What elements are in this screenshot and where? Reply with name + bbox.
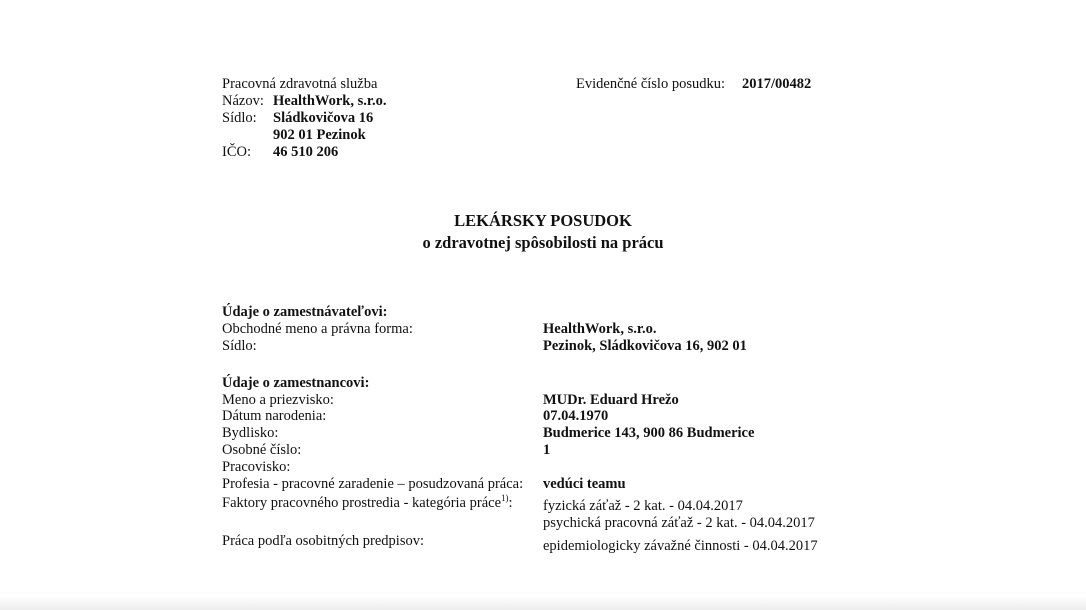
special-regulations-value: epidemiologicky závažné činnosti - 04.04.2017 — [543, 538, 818, 554]
factors-value: psychická pracovná záťaž - 2 kat. - 04.04.2017 — [543, 515, 815, 531]
employee-row-label: Profesia - pracovné zaradenie – posudzovaná práca: — [222, 476, 524, 492]
employee-row-label: Dátum narodenia: — [222, 408, 327, 424]
employee-row-value: 07.04.1970 — [543, 408, 609, 424]
factors-colon: : — [508, 495, 513, 511]
name-value: HealthWork, s.r.o. — [273, 93, 387, 109]
factors-label-text: Faktory pracovného prostredia - kategória práce — [222, 495, 502, 511]
employee-row-value: vedúci teamu — [543, 476, 626, 492]
ico-value: 46 510 206 — [273, 144, 339, 160]
ico-label: IČO: — [222, 144, 251, 160]
service-label: Pracovná zdravotná služba — [222, 76, 378, 92]
page-bottom-edge — [0, 596, 1086, 610]
evidence-value: 2017/00482 — [742, 76, 812, 92]
name-label: Názov: — [222, 93, 264, 109]
seat-line2: 902 01 Pezinok — [273, 127, 366, 143]
employee-row-value: MUDr. Eduard Hrežo — [543, 392, 679, 408]
special-regulations-label: Práca podľa osobitných predpisov: — [222, 533, 425, 549]
seat-line1: Sládkovičova 16 — [273, 110, 374, 126]
employer-heading: Údaje o zamestnávateľovi: — [222, 304, 388, 320]
employer-row-label: Obchodné meno a právna forma: — [222, 321, 413, 337]
employee-row-value: Budmerice 143, 900 86 Budmerice — [543, 425, 755, 441]
factors-footnote-marker: 1) — [501, 493, 509, 503]
factors-value: fyzická záťaž - 2 kat. - 04.04.2017 — [543, 498, 743, 514]
factors-label — [222, 495, 513, 512]
employer-row-value: HealthWork, s.r.o. — [543, 321, 657, 337]
employee-row-label: Osobné číslo: — [222, 442, 302, 458]
employer-row-label: Sídlo: — [222, 338, 257, 354]
employee-row-label: Pracovisko: — [222, 459, 291, 475]
evidence-label: Evidenčné číslo posudku: — [576, 76, 726, 92]
employee-row-label: Bydlisko: — [222, 425, 279, 441]
employer-row-value: Pezinok, Sládkovičova 16, 902 01 — [543, 338, 747, 354]
document-title: LEKÁRSKY POSUDOK — [454, 211, 632, 230]
document-subtitle: o zdravotnej spôsobilosti na prácu — [422, 233, 664, 252]
employee-row-label: Meno a priezvisko: — [222, 392, 334, 408]
employee-heading: Údaje o zamestnancovi: — [222, 375, 370, 391]
seat-label: Sídlo: — [222, 110, 257, 126]
employee-row-value: 1 — [543, 442, 551, 458]
